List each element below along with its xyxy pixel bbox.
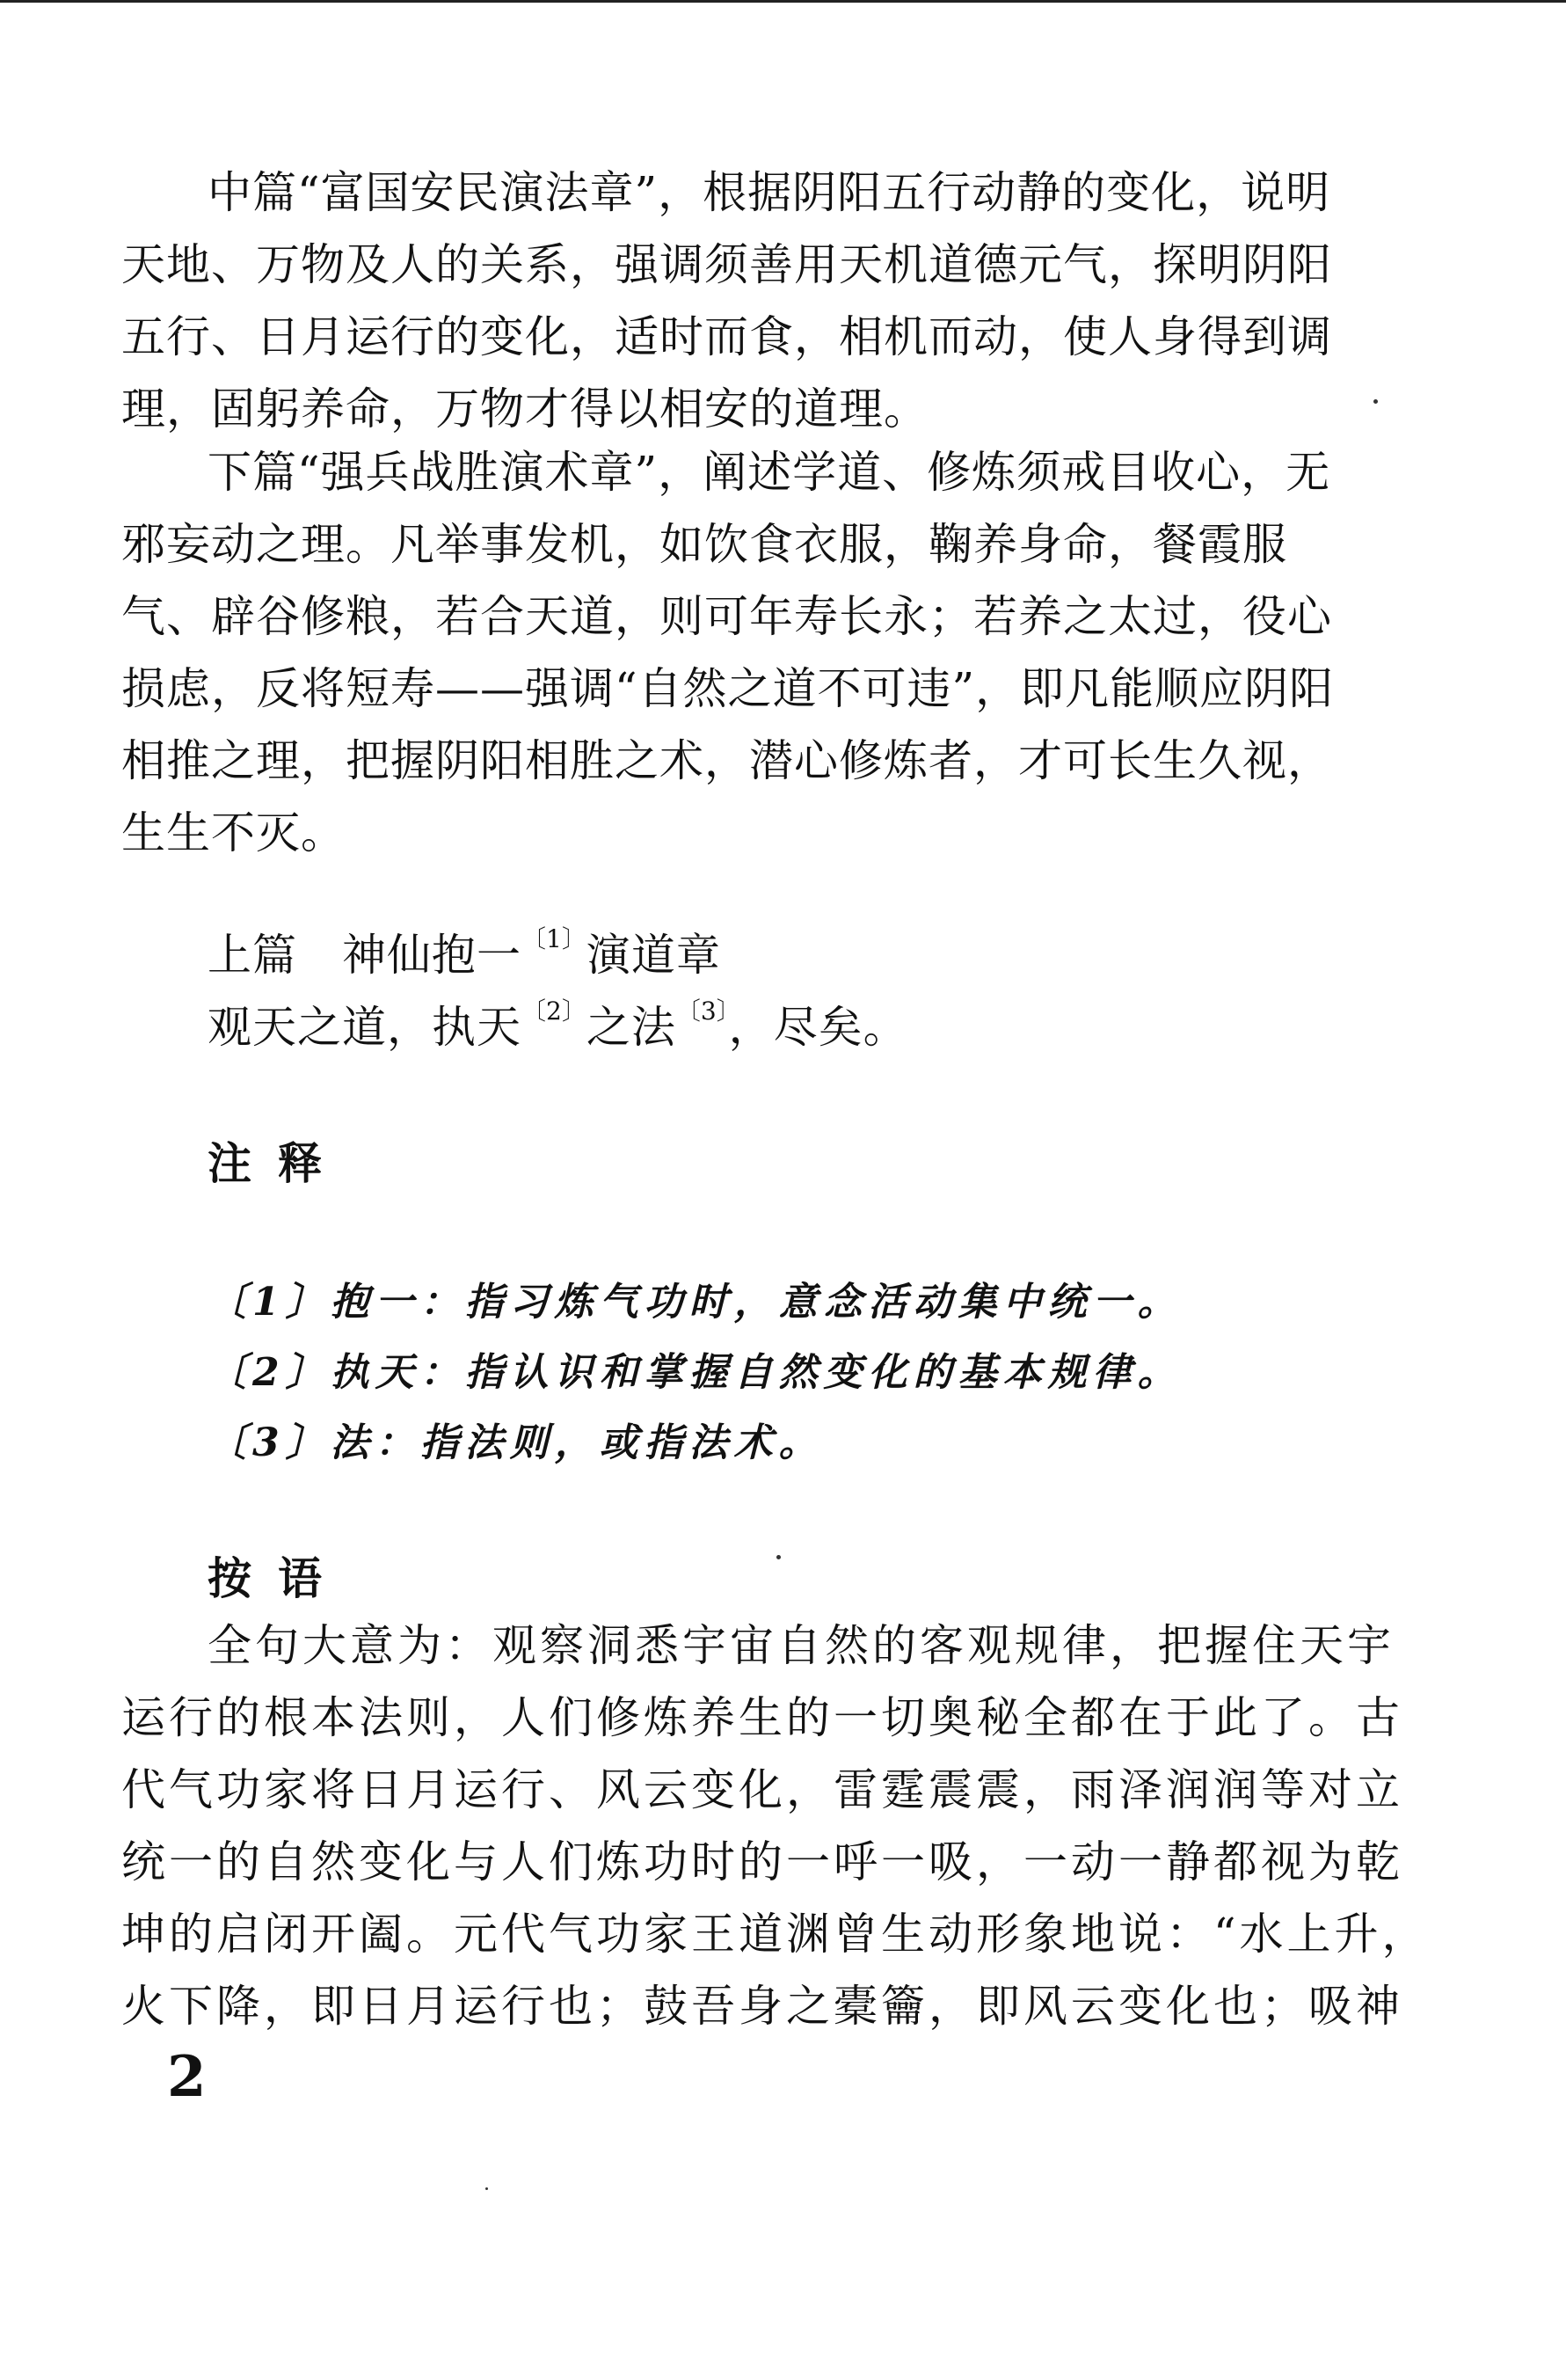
text-line: 理，固躬养命，万物才得以相安的道理。	[121, 383, 929, 434]
text-line: 全句大意为：观察洞悉宇宙自然的客观规律，把握住天宇	[208, 1620, 1395, 1671]
verse-text-c: ，尽矣。	[728, 1002, 908, 1053]
text-line: 代气功家将日月运行、风云变化，雷霆震震，雨泽润润等对立	[121, 1764, 1403, 1815]
text-line: 损虑，反将短寿——强调“自然之道不可违”，即凡能顺应阴阳	[121, 663, 1335, 714]
chapter-title-prefix: 上篇 神仙抱一	[208, 930, 521, 981]
text-line: 生生不灭。	[121, 807, 346, 858]
note-item: 〔1〕抱一：指习炼气功时，意念活动集中统一。	[208, 1280, 1183, 1325]
scan-speck	[776, 1555, 781, 1559]
text-line: 邪妄动之理。凡举事发机，如饮食衣服，鞠养身命，餐霞服	[121, 519, 1287, 570]
verse-text-a: 观天之道，执天	[208, 1002, 521, 1053]
text-line: 天地、万物及人的关系，强调须善用天机道德元气，探明阴阳	[121, 239, 1332, 290]
scan-speck	[485, 2187, 488, 2190]
chapter-title-suffix: 演道章	[586, 930, 721, 981]
text-line: 坤的启闭开阖。元代气功家王道渊曾生动形象地说：“水上升，	[121, 1909, 1430, 1960]
verse-line	[208, 991, 908, 1063]
text-line: 火下降，即日月运行也；鼓吾身之橐籥，即风云变化也；吸神	[121, 1981, 1403, 2032]
note-item: 〔2〕执天：指认识和掌握自然变化的基本规律。	[208, 1350, 1183, 1395]
text-line: 相推之理，把握阴阳相胜之术，潜心修炼者，才可长生久视，	[121, 735, 1332, 786]
note-item: 〔3〕法：指法则，或指法术。	[208, 1420, 824, 1465]
notes-heading: 注释	[208, 1137, 348, 1189]
page-number: 2	[167, 2044, 207, 2110]
note-ref-2: 〔2〕	[521, 997, 586, 1026]
text-line: 下篇“强兵战胜演术章”，阐述学道、修炼须戒目收心，无	[208, 447, 1331, 498]
text-line: 运行的根本法则，人们修炼养生的一切奥秘全都在于此了。古	[121, 1692, 1403, 1743]
text-line: 气、辟谷修粮，若合天道，则可年寿长永；若养之太过，役心	[121, 591, 1332, 642]
verse-text-b: 之法	[586, 1002, 676, 1053]
scan-speck	[1373, 399, 1378, 404]
text-line: 中篇“富国安民演法章”，根据阴阳五行动静的变化，说明	[208, 167, 1331, 218]
commentary-heading: 按语	[208, 1552, 348, 1604]
note-ref-1: 〔1〕	[521, 924, 586, 953]
top-border	[0, 0, 1566, 3]
text-line: 统一的自然变化与人们炼功时的一呼一吸，一动一静都视为乾	[121, 1836, 1403, 1887]
chapter-title	[208, 919, 721, 991]
text-line: 五行、日月运行的变化，适时而食，相机而动，使人身得到调	[121, 311, 1332, 362]
note-ref-3: 〔3〕	[675, 997, 729, 1026]
